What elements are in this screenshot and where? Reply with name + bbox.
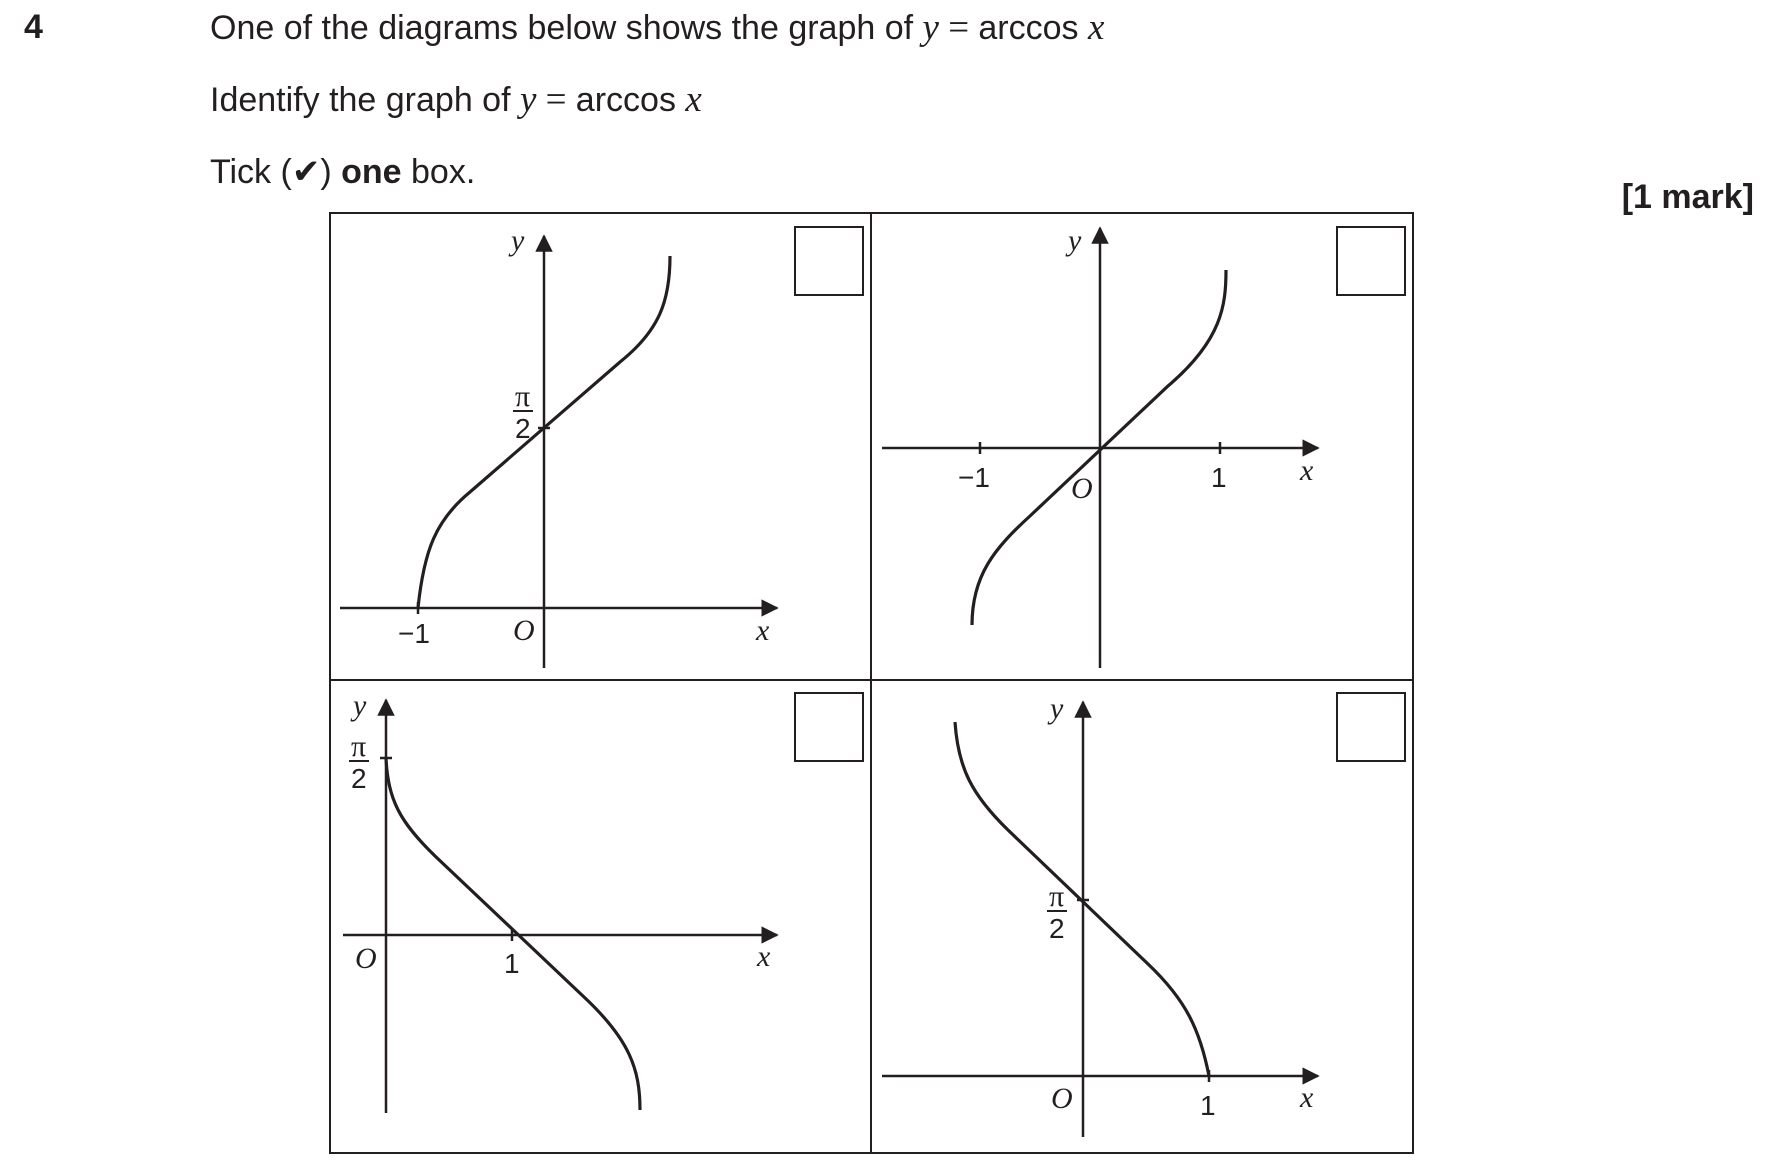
origin-label: O [1051, 1082, 1073, 1115]
answer-checkbox-bottom-right[interactable] [1337, 693, 1405, 761]
instruction-mid: ) [320, 153, 342, 191]
x-tick-label-negative: −1 [958, 462, 990, 493]
x-tick-label: 1 [1200, 1090, 1216, 1121]
instruction-post: box. [401, 153, 476, 191]
equals-sign: = [536, 79, 576, 120]
var-x: x [1087, 7, 1105, 48]
x-axis-label: x [757, 940, 771, 973]
question-line-1-text: One of the diagrams below shows the graph of [210, 9, 923, 47]
x-axis-label: x [1300, 454, 1314, 487]
y-axis-label: y [1050, 692, 1064, 725]
question-number: 4 [24, 8, 43, 46]
x-tick-label-positive: 1 [1211, 462, 1227, 493]
pi-numerator: π [351, 730, 367, 763]
var-y: y [519, 79, 537, 120]
origin-label: O [1071, 472, 1093, 505]
var-y: y [922, 7, 939, 48]
x-axis-label: x [756, 614, 770, 647]
origin-label: O [513, 614, 535, 647]
pi-denominator: 2 [1049, 913, 1065, 944]
answer-checkbox-bottom-left[interactable] [795, 693, 863, 761]
function-name: arccos [575, 81, 686, 119]
pi-denominator: 2 [351, 763, 367, 794]
graph-top-right [882, 224, 1405, 668]
graph-top-left [340, 224, 863, 668]
x-tick-label: 1 [504, 948, 520, 979]
y-axis-label: y [511, 224, 525, 257]
question-line-2-text: Identify the graph of [210, 81, 520, 119]
answer-checkbox-top-right[interactable] [1337, 227, 1405, 295]
x-tick-label: −1 [398, 618, 430, 649]
graph-bottom-left [343, 689, 863, 1113]
marks-label: [1 mark] [1621, 178, 1754, 216]
instruction-pre: Tick ( [210, 153, 292, 191]
instruction-bold: one [341, 153, 402, 191]
equals-sign: = [938, 7, 979, 48]
y-axis-label: y [1068, 224, 1082, 257]
tick-icon: ✔ [291, 153, 321, 191]
var-x: x [685, 79, 702, 120]
graph-bottom-right [882, 692, 1405, 1137]
pi-numerator: π [1049, 880, 1065, 913]
y-axis-label: y [353, 689, 367, 722]
pi-numerator: π [515, 380, 531, 413]
answer-checkbox-top-left[interactable] [795, 227, 863, 295]
function-name: arccos [978, 9, 1088, 47]
origin-label: O [355, 942, 377, 975]
x-axis-label: x [1300, 1081, 1314, 1114]
pi-denominator: 2 [515, 413, 531, 444]
